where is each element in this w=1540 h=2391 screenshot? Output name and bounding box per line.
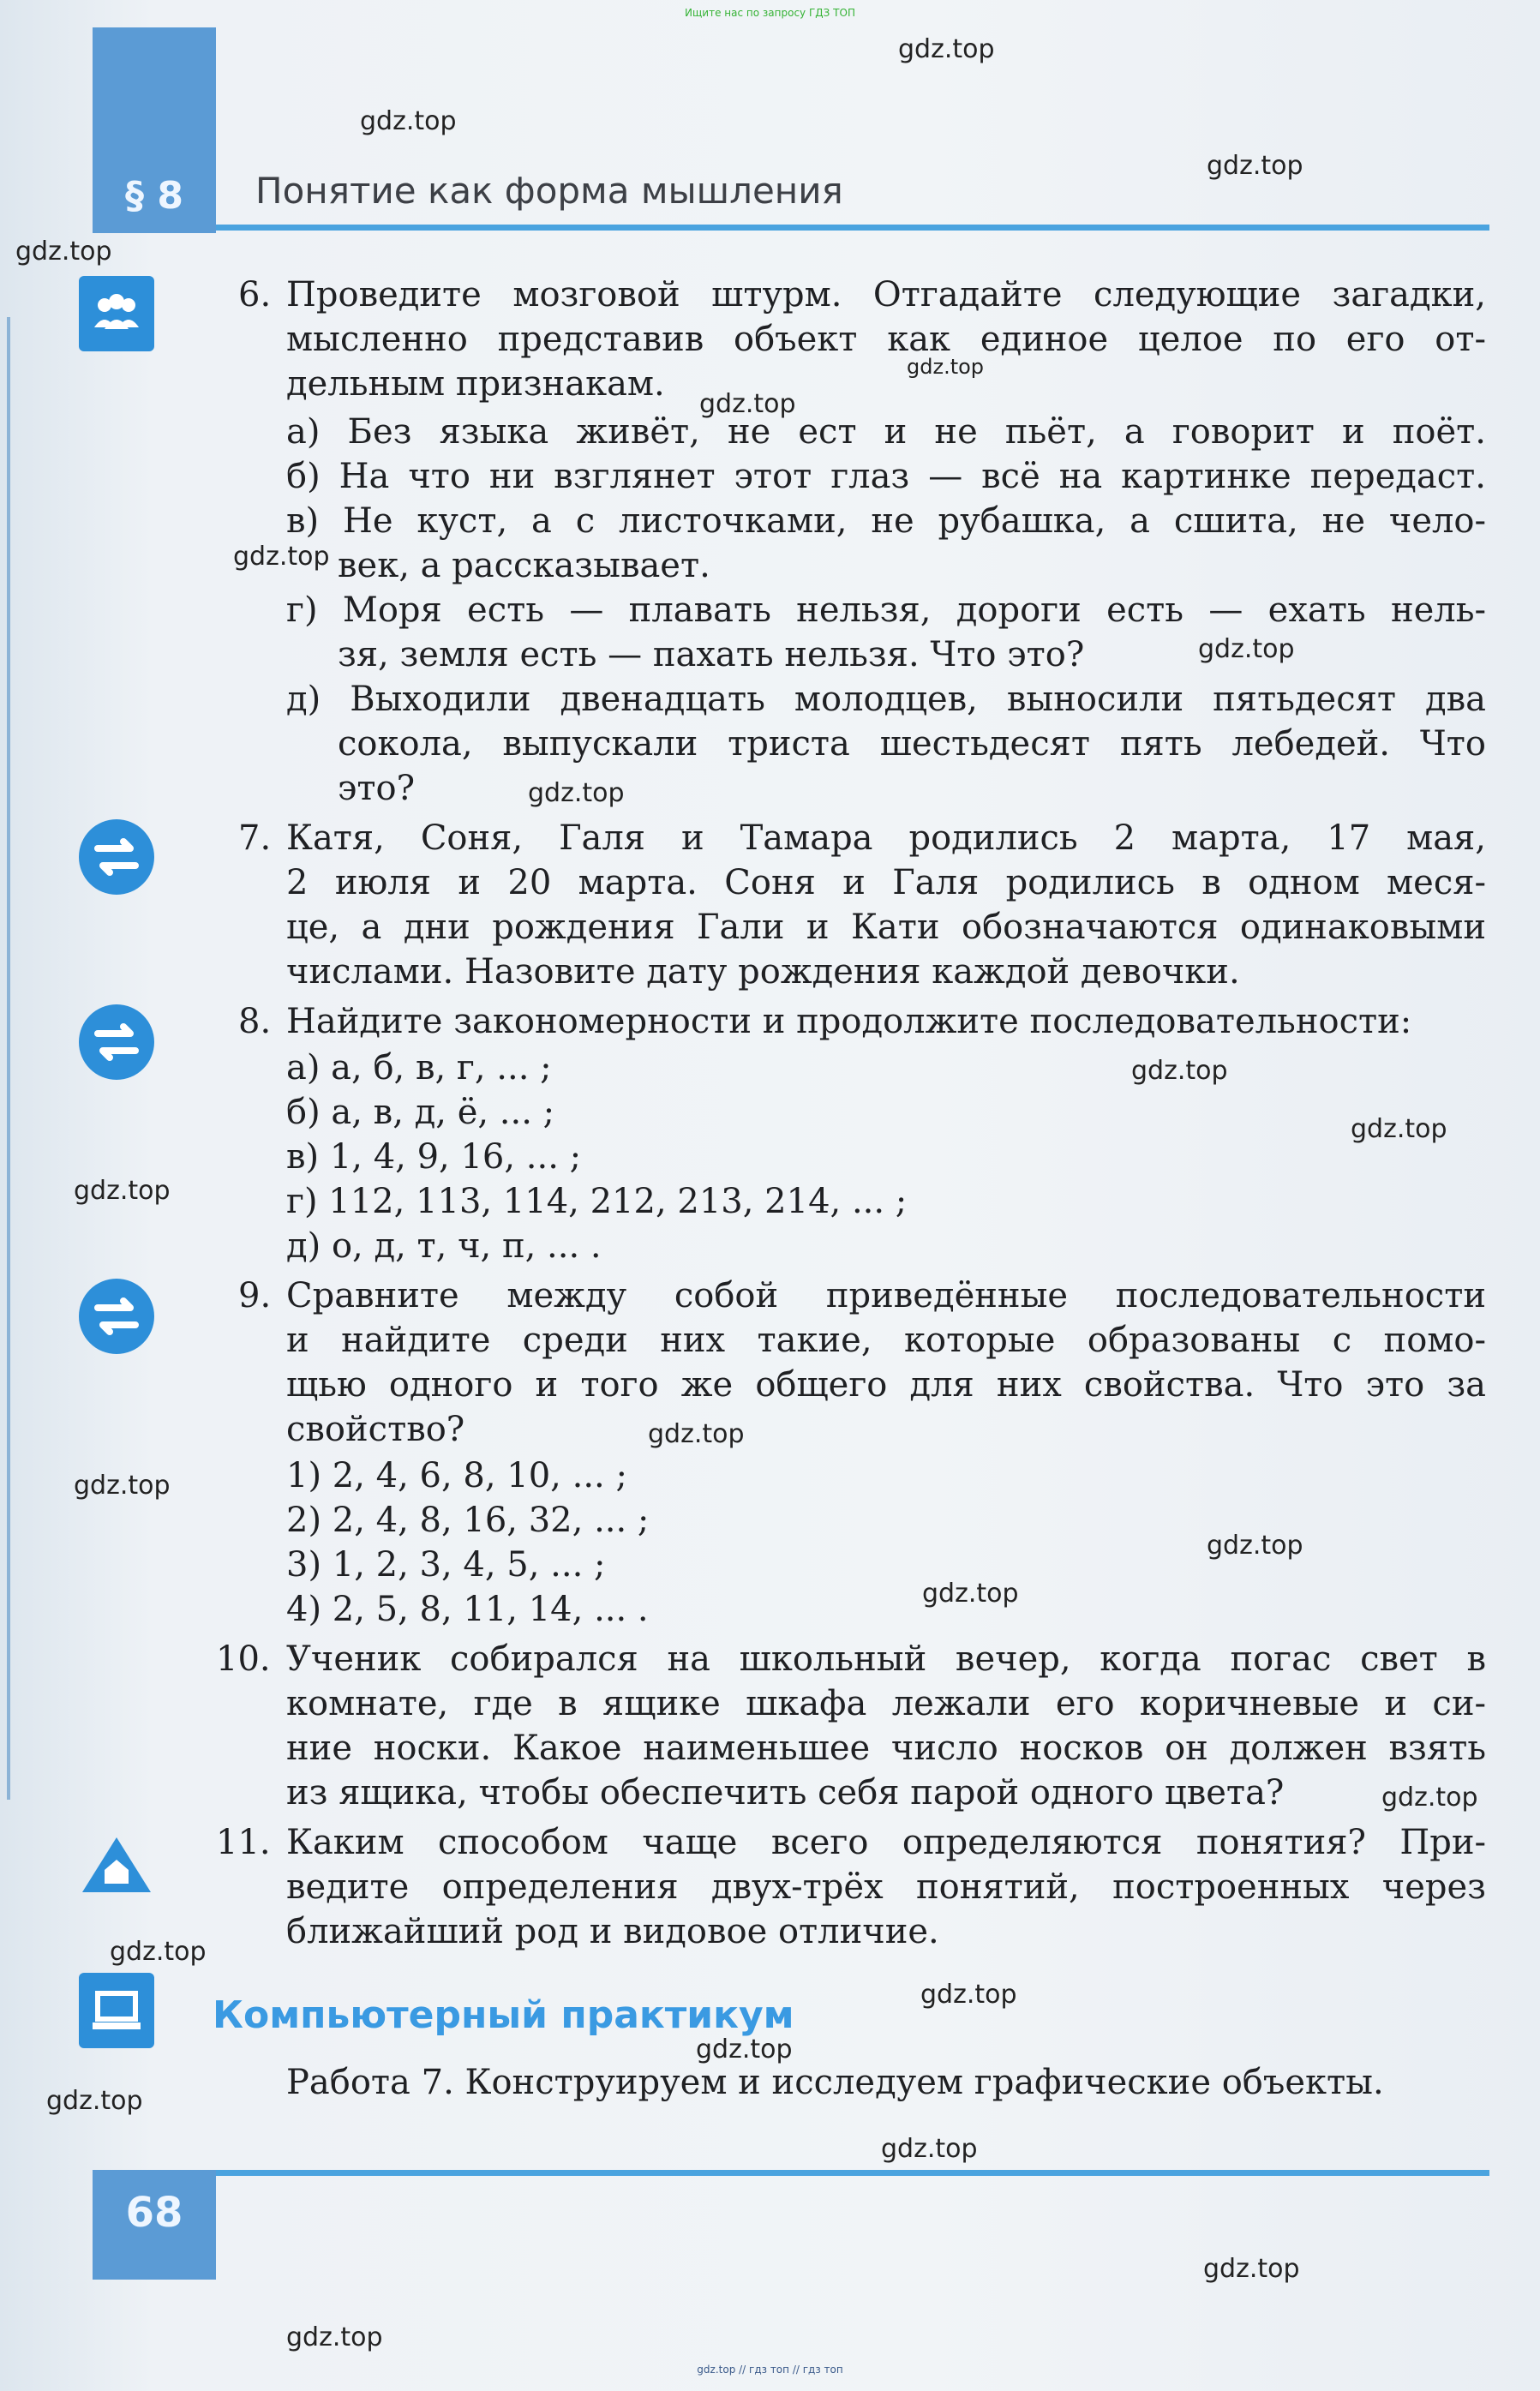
- page-number: 68: [125, 2189, 183, 2237]
- watermark: gdz.top: [74, 1176, 171, 1206]
- exchange-icon: [79, 1279, 154, 1354]
- task-text: мысленно представив объект как единое целое по его от-: [286, 320, 1486, 359]
- bottom-note: gdz.top // гдз топ // гдз топ: [697, 2364, 843, 2376]
- task-text: Каким способом чаще всего определяются понятия? При-: [286, 1823, 1486, 1862]
- home-icon: [79, 1831, 154, 1906]
- watermark: gdz.top: [920, 1980, 1017, 2010]
- group-icon: [79, 276, 154, 351]
- computer-icon: [79, 1973, 154, 2048]
- watermark: gdz.top: [1207, 151, 1303, 181]
- watermark: gdz.top: [648, 1419, 745, 1449]
- practicum-heading: Компьютерный практикум: [213, 1993, 794, 2037]
- task-text: ведите определения двух-трёх понятий, построенных через: [286, 1867, 1486, 1907]
- exchange-icon: [79, 1004, 154, 1080]
- sequence-item: 3) 1, 2, 3, 4, 5, ... ;: [286, 1545, 606, 1585]
- task-text: 2 июля и 20 марта. Соня и Галя родились в одном меся-: [286, 863, 1486, 902]
- footer-rule: [216, 2170, 1489, 2176]
- riddle-d: зя, земля есть — пахать нельзя. Что это?: [338, 635, 1085, 674]
- task-text: Ученик собирался на школьный вечер, когда погас свет в: [286, 1639, 1486, 1679]
- task-text: Сравните между собой приведённые последовательности: [286, 1276, 1486, 1315]
- page-title: Понятие как форма мышления: [255, 170, 843, 212]
- watermark: gdz.top: [898, 34, 995, 64]
- riddle-e: д) Выходили двенадцать молодцев, выносили пятьдесят два: [286, 680, 1486, 719]
- watermark: gdz.top: [74, 1471, 171, 1501]
- section-number: § 8: [125, 174, 183, 218]
- task-text: из ящика, чтобы обеспечить себя парой одного цвета?: [286, 1773, 1285, 1813]
- watermark: gdz.top: [696, 2034, 793, 2064]
- watermark: gdz.top: [1203, 2254, 1300, 2284]
- header-rule: [216, 225, 1489, 231]
- sequence-item: 4) 2, 5, 8, 11, 14, ... .: [286, 1590, 649, 1629]
- practicum-text: Работа 7. Конструируем и исследуем графические объекты.: [286, 2063, 1384, 2102]
- task-number: 7.: [238, 818, 272, 858]
- sequence-item: 1) 2, 4, 6, 8, 10, ... ;: [286, 1456, 627, 1495]
- page-number-tab: [93, 2170, 216, 2280]
- top-note: Ищите нас по запросу ГДЗ ТОП: [685, 7, 855, 19]
- task-number: 10.: [216, 1639, 271, 1679]
- task-text: свойство?: [286, 1410, 465, 1449]
- sequence-item: г) 112, 113, 114, 212, 213, 214, ... ;: [286, 1182, 908, 1221]
- task-text: дельным признакам.: [286, 364, 665, 404]
- task-text: Найдите закономерности и продолжите последовательности:: [286, 1002, 1412, 1041]
- riddle-a: а) Без языка живёт, не ест и не пьёт, а говорит и поёт.: [286, 412, 1486, 452]
- sequence-item: б) а, в, д, ё, ... ;: [286, 1093, 555, 1132]
- task-text: комнате, где в ящике шкафа лежали его коричневые и си-: [286, 1684, 1486, 1723]
- riddle-e: это?: [338, 769, 416, 808]
- riddle-e: сокола, выпускали триста шестьдесят пять лебедей. Что: [338, 724, 1486, 764]
- watermark: gdz.top: [1198, 634, 1295, 664]
- task-text: щью одного и того же общего для них свойства. Что это за: [286, 1365, 1486, 1405]
- watermark: gdz.top: [699, 389, 796, 419]
- watermark: gdz.top: [233, 542, 330, 572]
- watermark: gdz.top: [15, 237, 112, 267]
- watermark: gdz.top: [1131, 1056, 1228, 1086]
- task-text: числами. Назовите дату рождения каждой девочки.: [286, 952, 1240, 992]
- sequence-item: 2) 2, 4, 8, 16, 32, ... ;: [286, 1501, 650, 1540]
- section-tab: [93, 27, 216, 233]
- watermark: gdz.top: [46, 2086, 143, 2116]
- task-text: и найдите среди них такие, которые образованы с помо-: [286, 1321, 1486, 1360]
- watermark: gdz.top: [360, 106, 457, 136]
- riddle-b: б) На что ни взглянет этот глаз — всё на картинке передаст.: [286, 457, 1486, 496]
- watermark: gdz.top: [1207, 1531, 1303, 1561]
- watermark: gdz.top: [528, 778, 625, 808]
- task-number: 11.: [216, 1823, 271, 1862]
- task-number: 8.: [238, 1002, 272, 1041]
- sequence-item: а) а, б, в, г, ... ;: [286, 1048, 552, 1088]
- riddle-c: в) Не куст, а с листочками, не рубашка, а сшита, не чело-: [286, 501, 1486, 541]
- sequence-item: в) 1, 4, 9, 16, ... ;: [286, 1137, 582, 1177]
- watermark: gdz.top: [110, 1937, 207, 1967]
- riddle-d: г) Моря есть — плавать нельзя, дороги есть — ехать нель-: [286, 590, 1486, 630]
- watermark: gdz.top: [881, 2134, 978, 2164]
- task-text: Проведите мозговой штурм. Отгадайте следующие загадки,: [286, 275, 1486, 315]
- watermark: gdz.top: [922, 1579, 1019, 1609]
- sequence-item: д) о, д, т, ч, п, ... .: [286, 1226, 602, 1266]
- watermark: gdz.top: [1351, 1114, 1447, 1144]
- task-text: ближайший род и видовое отличие.: [286, 1912, 939, 1951]
- watermark: gdz.top: [286, 2322, 383, 2352]
- exchange-icon: [79, 819, 154, 895]
- watermark: gdz.top: [907, 355, 985, 379]
- task-number: 6.: [238, 275, 272, 315]
- task-number: 9.: [238, 1276, 272, 1315]
- riddle-c: век, а рассказывает.: [338, 546, 710, 585]
- task-text: Катя, Соня, Галя и Тамара родились 2 марта, 17 мая,: [286, 818, 1486, 858]
- task-text: це, а дни рождения Гали и Кати обозначаются одинаковыми: [286, 908, 1486, 947]
- task-text: ние носки. Какое наименьшее число носков он должен взять: [286, 1729, 1486, 1768]
- margin-bar: [7, 317, 10, 1800]
- watermark: gdz.top: [1381, 1783, 1478, 1813]
